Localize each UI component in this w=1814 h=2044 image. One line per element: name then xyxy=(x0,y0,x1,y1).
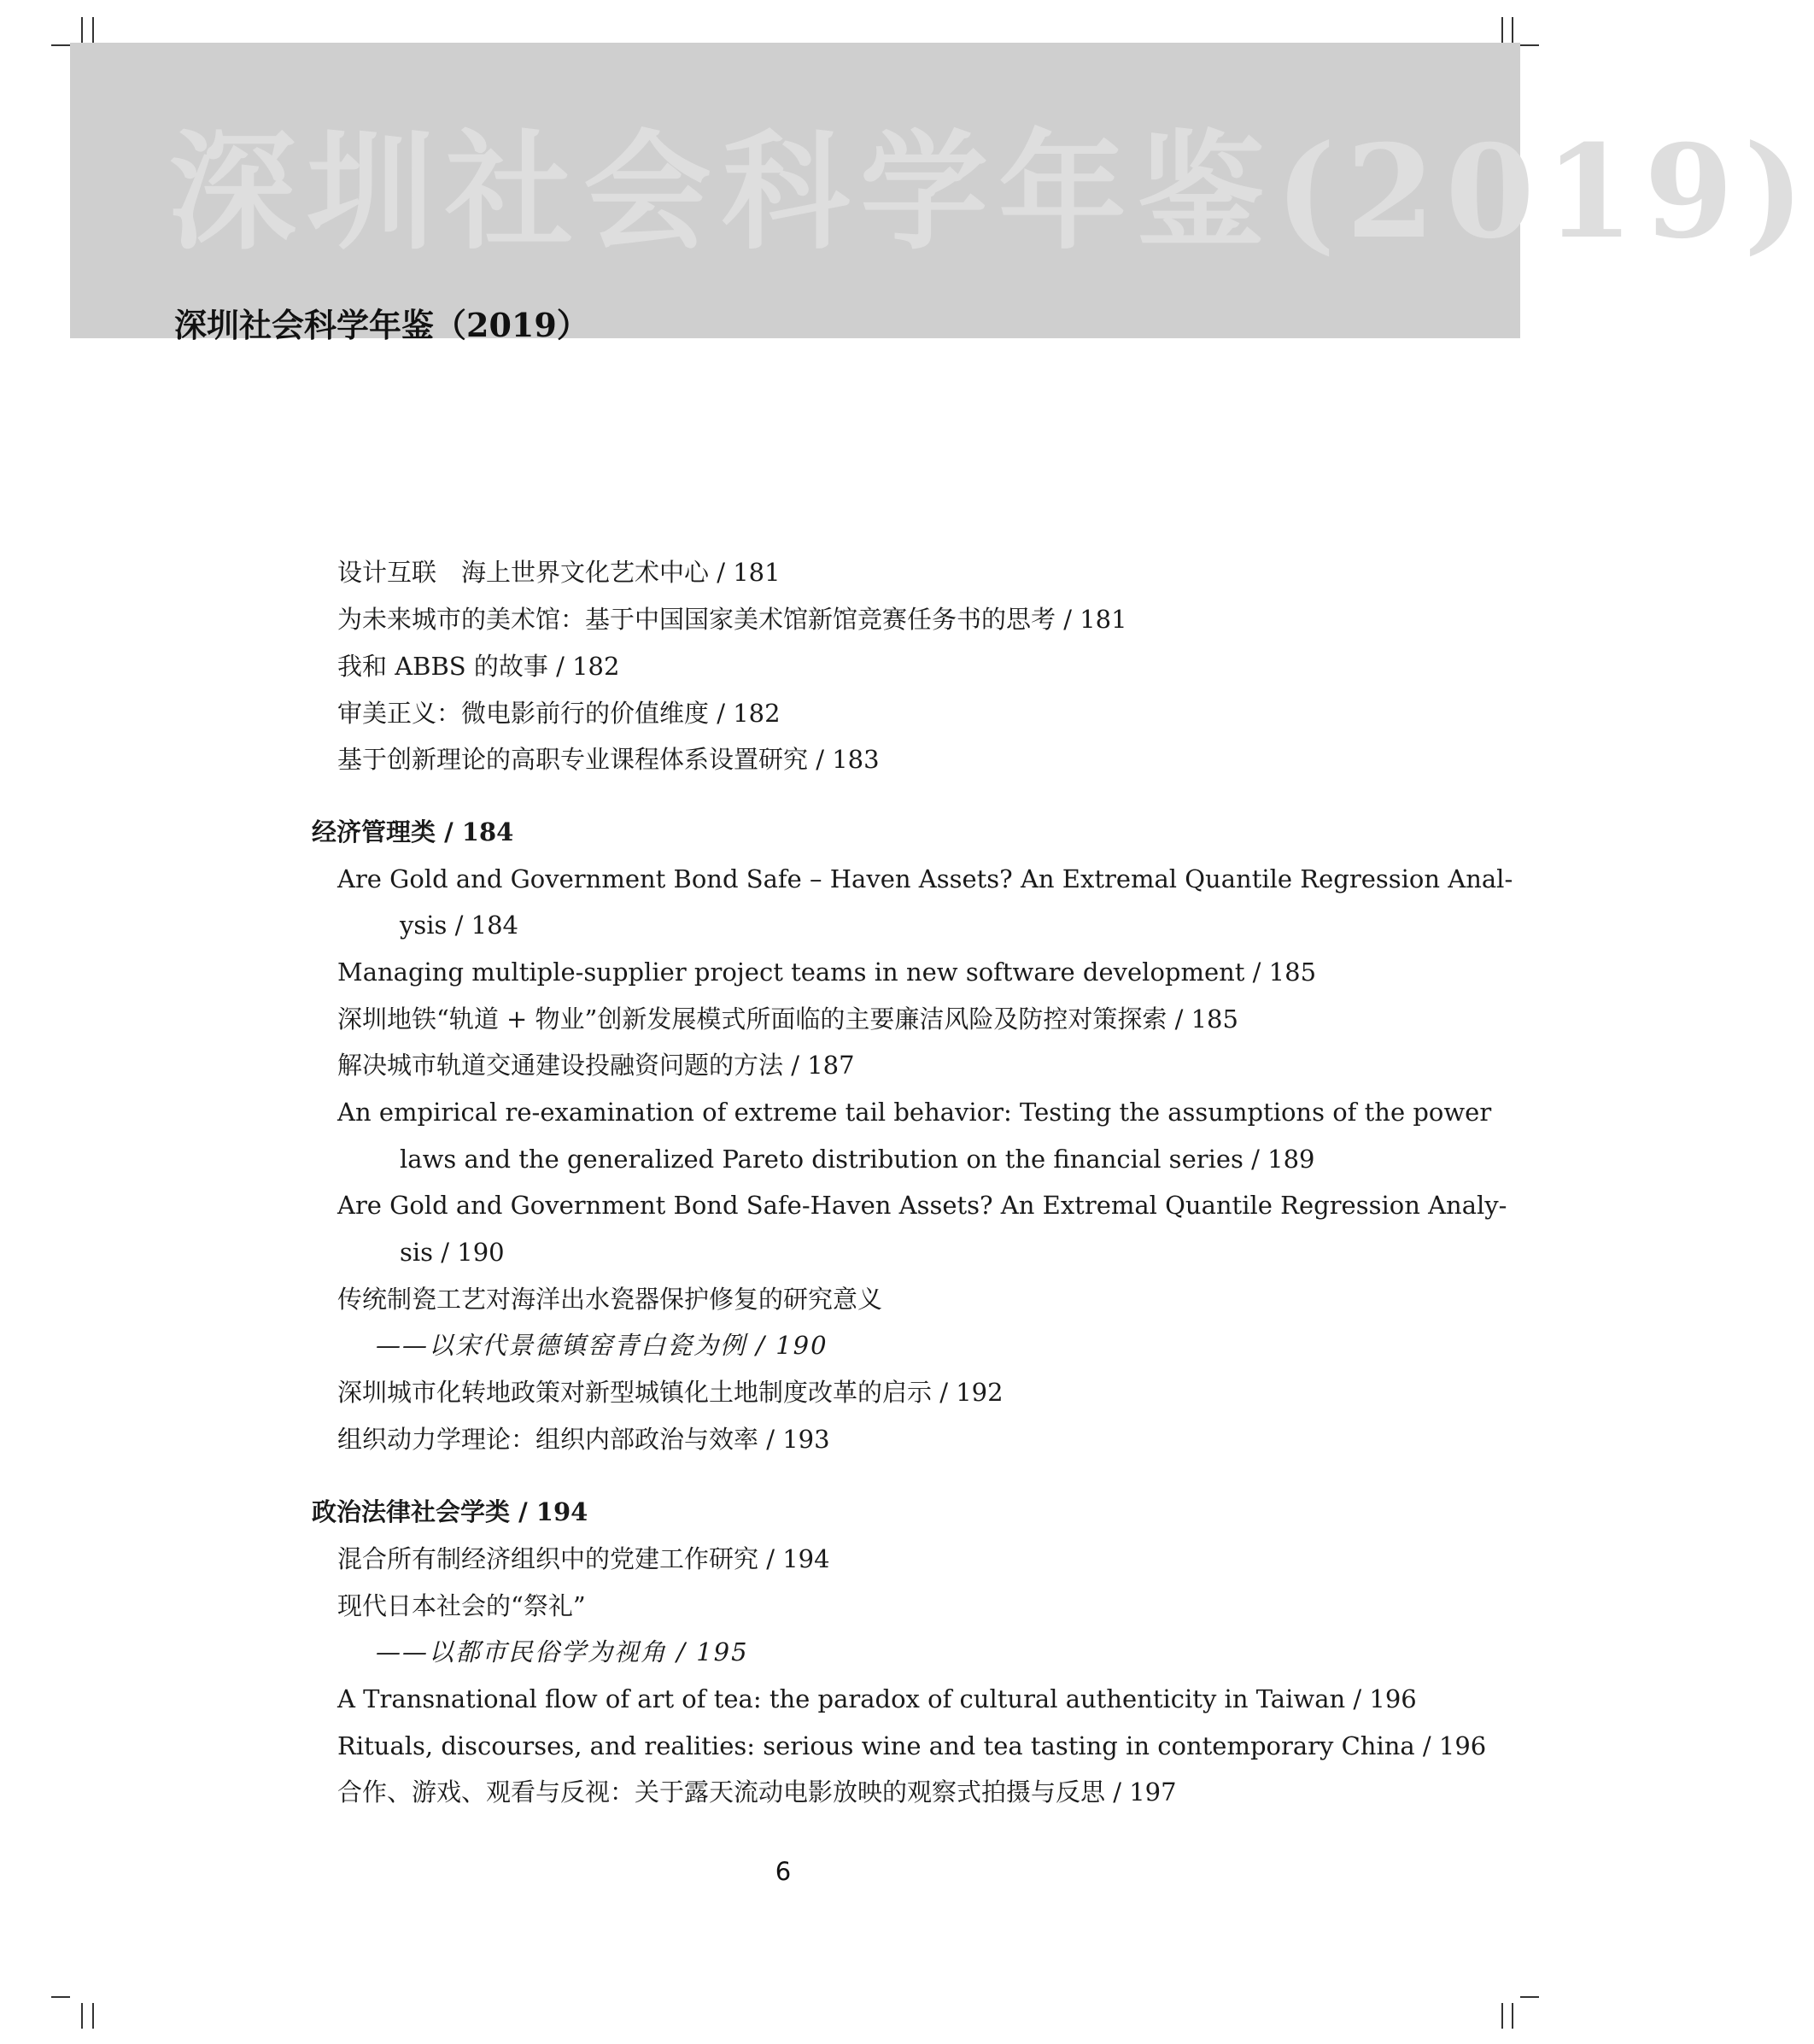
crop-mark xyxy=(81,2003,83,2029)
toc-entry: 审美正义：微电影前行的价值维度 / 182 xyxy=(337,699,781,728)
crop-mark xyxy=(1512,17,1513,43)
toc-entry: 解决城市轨道交通建设投融资问题的方法 / 187 xyxy=(337,1051,855,1080)
page-number: 6 xyxy=(775,1857,792,1886)
toc-entry: Managing multiple-supplier project teams in new software development / 185 xyxy=(337,958,1317,987)
crop-mark xyxy=(1501,17,1503,43)
crop-mark xyxy=(92,17,94,43)
crop-mark xyxy=(92,2003,94,2029)
toc-entry: Are Gold and Government Bond Safe – Haven Assets? An Extremal Quantile Regression Anal- xyxy=(337,864,1513,893)
section-heading-politics: 政治法律社会学类 / 194 xyxy=(312,1497,588,1526)
toc-entry: An empirical re-examination of extreme tail behavior: Testing the assumptions of the power xyxy=(337,1098,1492,1127)
toc-entry-continuation: sis / 190 xyxy=(400,1238,505,1267)
crop-mark xyxy=(1520,1996,1539,1998)
crop-mark xyxy=(1501,2003,1503,2029)
toc-entry: A Transnational flow of art of tea: the paradox of cultural authenticity in Taiwan / 196 xyxy=(337,1684,1417,1713)
toc-entry: 混合所有制经济组织中的党建工作研究 / 194 xyxy=(337,1544,830,1573)
section-heading-economics: 经济管理类 / 184 xyxy=(312,817,514,846)
toc-entry: 基于创新理论的高职专业课程体系设置研究 / 183 xyxy=(337,745,880,774)
toc-entry: Rituals, discourses, and realities: serious wine and tea tasting in contemporary China / 196 xyxy=(337,1731,1487,1760)
crop-mark xyxy=(51,1996,70,1998)
toc-entry: 深圳地铁“轨道 + 物业”创新发展模式所面临的主要廉洁风险及防控对策探索 / 185 xyxy=(337,1004,1238,1034)
crop-mark xyxy=(1512,2003,1513,2029)
header-watermark: 深圳社会科学年鉴(2019) xyxy=(168,117,1814,267)
running-title: 深圳社会科学年鉴（2019） xyxy=(174,306,589,344)
toc-entry: 深圳城市化转地政策对新型城镇化土地制度改革的启示 / 192 xyxy=(337,1378,1004,1407)
toc-entry: 现代日本社会的“祭礼” xyxy=(337,1591,586,1620)
toc-entry: 为未来城市的美术馆：基于中国国家美术馆新馆竞赛任务书的思考 / 181 xyxy=(337,605,1127,634)
toc-entry-continuation: laws and the generalized Pareto distribution on the financial series / 189 xyxy=(400,1145,1315,1174)
toc-entry-subtitle: ——以宋代景德镇窑青白瓷为例 / 190 xyxy=(376,1331,828,1360)
toc-entry-subtitle: ——以都市民俗学为视角 / 195 xyxy=(376,1637,749,1666)
crop-mark xyxy=(51,44,70,46)
toc-entry: 设计互联 海上世界文化艺术中心 / 181 xyxy=(337,558,781,587)
crop-mark xyxy=(1520,44,1539,46)
toc-entry: Are Gold and Government Bond Safe-Haven Assets? An Extremal Quantile Regression Analy- xyxy=(337,1191,1507,1220)
toc-entry: 传统制瓷工艺对海洋出水瓷器保护修复的研究意义 xyxy=(337,1285,883,1314)
header-band xyxy=(70,43,1814,344)
toc-entry: 合作、游戏、观看与反视：关于露天流动电影放映的观察式拍摄与反思 / 197 xyxy=(337,1778,1177,1807)
crop-mark xyxy=(81,17,83,43)
toc-entry: 组织动力学理论：组织内部政治与效率 / 193 xyxy=(337,1425,830,1454)
toc-entry: 我和 ABBS 的故事 / 182 xyxy=(337,652,620,681)
toc-entry-continuation: ysis / 184 xyxy=(400,911,518,940)
